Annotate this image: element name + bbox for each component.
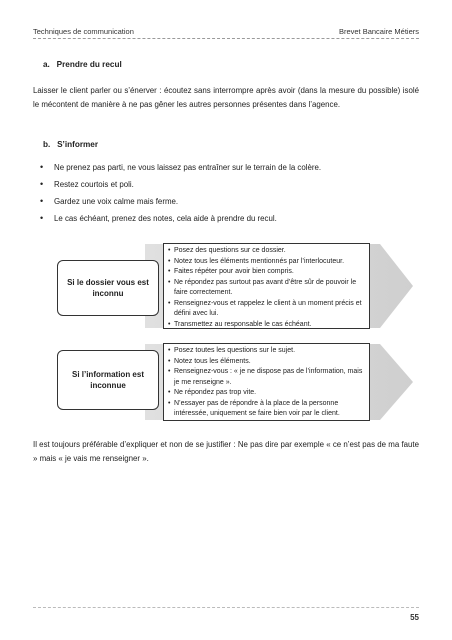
actions-box-information [163, 343, 370, 421]
list-item: • Ne répondez pas trop vite. [168, 389, 257, 396]
page-number: 55 [410, 613, 419, 622]
paragraph-prendre-du-recul: Laisser le client parler ou s’énerver : écoutez sans interrompre après avoir (dans la mesure du possible) isolé le mécontent de manière à ne pas gêner les autres personnes présentes dans l’agence. [33, 86, 419, 110]
header-divider [33, 38, 419, 39]
label-dossier-inconnu: Si le dossier vous est inconnu [57, 260, 159, 316]
list-item: • Gardez une voix calme mais ferme. [40, 196, 179, 206]
footer-divider [33, 607, 419, 608]
bullet-icon: • [40, 179, 44, 189]
list-item: • Faites répéter pour avoir bien compris. [168, 268, 294, 275]
list-item: • Ne répondez pas surtout pas avant d’être sûr de pouvoir le faire correctement. [168, 278, 357, 296]
list-item: • Posez toutes les questions sur le sujet. [168, 347, 296, 354]
list-item: • Notez tous les éléments. [168, 357, 251, 365]
header-title: Techniques de communication [33, 27, 134, 36]
bullet-icon: • [40, 213, 44, 223]
list-item: • Notez tous les éléments mentionnés par l’interlocuteur. [168, 257, 345, 265]
list-item: • Transmettez au responsable le cas échéant. [168, 320, 312, 328]
list-item: • Renseignez-vous et rappelez le client à un moment précis et défini avec lui. [168, 299, 362, 317]
list-item: • Ne prenez pas parti, ne vous laissez pas entraîner sur le terrain de la colère. [40, 162, 322, 172]
heading-s-informer: b. S’informer [43, 140, 99, 149]
heading-prendre-du-recul: a. Prendre du recul [43, 60, 122, 69]
closing-paragraph: Il est toujours préférable d’expliquer et non de se justifier : Ne pas dire par exemple « ce n’est pas de ma faute » mais « je vais me renseigner ». [33, 440, 419, 464]
actions-box-dossier [163, 243, 370, 329]
list-item: • Restez courtois et poli. [40, 179, 134, 189]
label-information-inconnue: Si l’information est inconnue [57, 350, 159, 410]
bullet-icon: • [40, 162, 44, 172]
list-item: • Renseignez-vous : « je ne dispose pas de l’information, mais je me renseigne ». [168, 368, 363, 386]
list-item: • Le cas échéant, prenez des notes, cela aide à prendre du recul. [40, 213, 277, 223]
bullet-icon: • [40, 196, 44, 206]
list-item: • N’essayer pas de répondre à la place de la personne intéressée, uniquement se faire bien voir par le client. [168, 399, 340, 417]
header-course: Brevet Bancaire Métiers [338, 27, 419, 36]
bullet-list [40, 162, 420, 230]
list-item: • Posez des questions sur ce dossier. [168, 247, 286, 254]
